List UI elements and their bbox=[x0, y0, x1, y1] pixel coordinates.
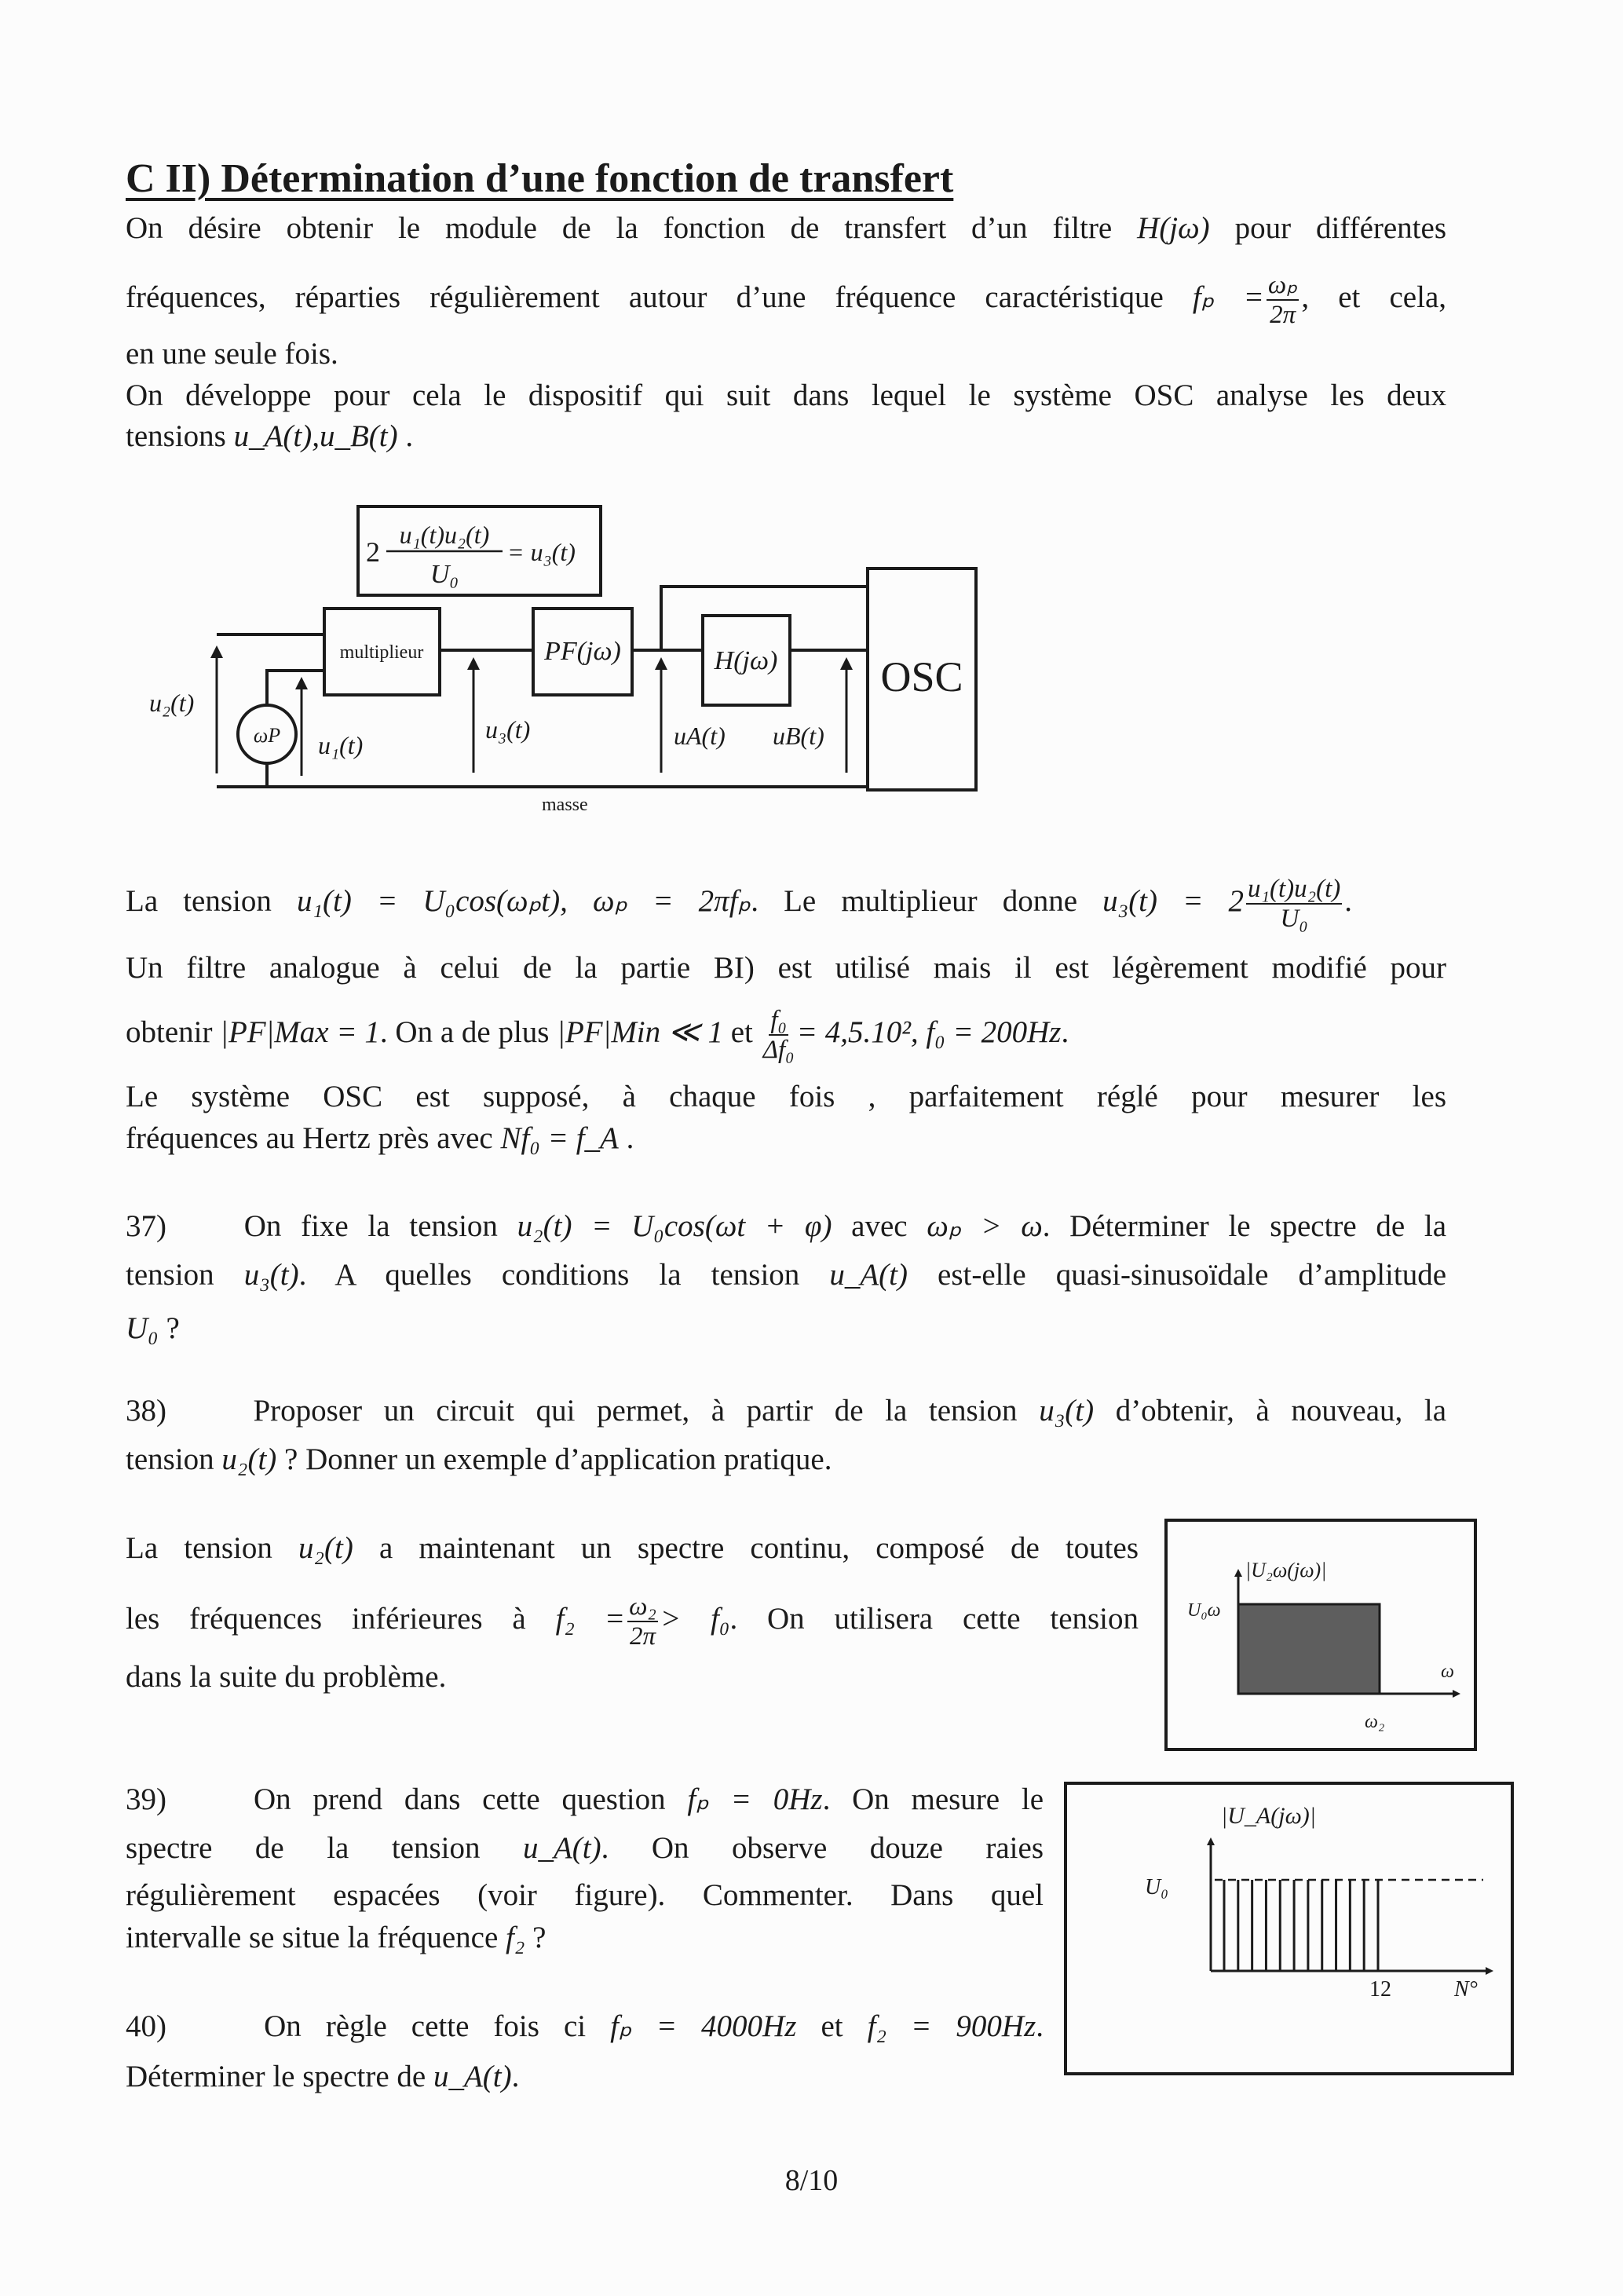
formula-coefficient: 2 bbox=[366, 536, 380, 568]
denominator: 2π bbox=[1270, 301, 1296, 329]
math: u_A(t),u_B(t) bbox=[233, 419, 398, 453]
body-line-3 bbox=[126, 1006, 1069, 1064]
text: fréquences au Hertz près avec bbox=[126, 1121, 493, 1155]
math: fₚ = bbox=[1192, 280, 1264, 314]
numerator: ω₂ bbox=[629, 1592, 656, 1621]
math: = 4,5.10², f₀ = 200Hz bbox=[796, 1015, 1062, 1049]
math: u₁(t) = U₀cos(ωₚt), ωₚ = 2πfₚ bbox=[296, 883, 751, 918]
denominator: Δf₀ bbox=[762, 1036, 795, 1064]
math: u_A(t) bbox=[433, 2060, 512, 2093]
math: H(jω) bbox=[1137, 211, 1210, 245]
text: pour différentes bbox=[1234, 211, 1447, 245]
math: f₂ = bbox=[555, 1601, 626, 1636]
text: , et cela, bbox=[1301, 280, 1447, 314]
math: |PF|Max = 1 bbox=[220, 1015, 380, 1049]
text: Proposer un circuit qui permet, à partir de la tension bbox=[253, 1394, 1018, 1428]
text: d’obtenir, à nouveau, la bbox=[1115, 1394, 1447, 1428]
text: . On utilisera cette tension bbox=[729, 1601, 1139, 1636]
wire-generator bbox=[267, 671, 324, 705]
text: . bbox=[626, 1121, 634, 1155]
text: . bbox=[1036, 2009, 1044, 2043]
section-title: C II) Détermination d’une fonction de transfert bbox=[126, 156, 954, 201]
text: On fixe la tension bbox=[243, 1209, 498, 1243]
cutoff-label: ω₂ bbox=[1365, 1712, 1385, 1732]
level-label: U₀ω bbox=[1187, 1600, 1221, 1621]
math: u_A(t) bbox=[522, 1831, 601, 1865]
question-number: 39) bbox=[126, 1782, 166, 1816]
fraction bbox=[627, 1592, 658, 1651]
omega-p-label: ωP bbox=[253, 724, 281, 747]
text: ? Donner un exemple d’application pratique. bbox=[276, 1442, 832, 1476]
text: ? bbox=[158, 1311, 180, 1345]
text: est-elle quasi-sinusoïdale d’amplitude bbox=[938, 1258, 1447, 1292]
q39-line-1 bbox=[126, 1779, 1044, 1821]
u2-label: u₂(t) bbox=[149, 689, 195, 717]
text: obtenir bbox=[126, 1015, 213, 1049]
y-axis-label: |U_A(jω)| bbox=[1221, 1803, 1316, 1829]
multiplier-label: multiplieur bbox=[339, 642, 424, 663]
math: u₃(t) = 2 bbox=[1102, 883, 1245, 918]
text: les fréquences inférieures à bbox=[126, 1601, 526, 1636]
x-axis-label: ω bbox=[1441, 1662, 1454, 1682]
figure-continuous-spectrum bbox=[1166, 1520, 1475, 1749]
x-axis-label: N° bbox=[1454, 1977, 1478, 2002]
math: fₚ = 0Hz bbox=[687, 1782, 823, 1816]
spectrum-line-1 bbox=[126, 1527, 1139, 1570]
u1-label: u₁(t) bbox=[318, 731, 364, 759]
spectrum-band bbox=[1238, 1604, 1380, 1694]
q40-line-2 bbox=[126, 2056, 519, 2098]
math: > f₀ bbox=[660, 1601, 730, 1636]
math: f₂ bbox=[506, 1921, 525, 1954]
intro-line-4: On développe pour cela le dispositif qui suit dans lequel le système OSC analyse les deux bbox=[126, 378, 1446, 412]
text: . bbox=[511, 2060, 520, 2093]
text: . bbox=[1344, 883, 1353, 918]
uB-label: uB(t) bbox=[773, 722, 824, 750]
math: u₂(t) bbox=[298, 1531, 353, 1565]
ground-label: masse bbox=[542, 795, 588, 815]
q37-line-3 bbox=[126, 1307, 180, 1350]
spectral-lines bbox=[1224, 1880, 1378, 1971]
math: u₂(t) = U₀cos(ωt + φ) bbox=[517, 1209, 832, 1243]
text: a maintenant un spectre continu, composé de toutes bbox=[378, 1531, 1139, 1565]
y-axis-label: |U₂ω(jω)| bbox=[1245, 1559, 1327, 1581]
intro-line-3: en une seule fois. bbox=[126, 337, 338, 371]
text: On règle cette fois ci bbox=[264, 2009, 587, 2043]
math: fₚ = 4000Hz bbox=[610, 2009, 797, 2043]
math: Nf₀ = f_A bbox=[500, 1121, 619, 1155]
uA-label: uA(t) bbox=[674, 722, 726, 750]
text: ? bbox=[525, 1921, 546, 1954]
q38-line-1 bbox=[126, 1390, 1446, 1432]
question-number: 40) bbox=[126, 2009, 166, 2043]
text: tension bbox=[126, 1258, 214, 1292]
q39-line-4 bbox=[126, 1917, 546, 1959]
body-line-5 bbox=[126, 1117, 634, 1160]
text: spectre de la tension bbox=[126, 1831, 481, 1865]
text: . Le multiplieur donne bbox=[751, 883, 1078, 918]
text: tensions bbox=[126, 419, 226, 453]
text: On désire obtenir le module de la fonction de transfert d’un filtre bbox=[126, 211, 1113, 245]
text: . On observe douze raies bbox=[601, 1831, 1044, 1865]
math: u₃(t) bbox=[243, 1258, 299, 1292]
math: ωₚ > ω bbox=[927, 1209, 1043, 1243]
fraction bbox=[763, 1006, 795, 1064]
formula-denominator: U₀ bbox=[430, 560, 459, 589]
math: f₂ = 900Hz bbox=[867, 2009, 1036, 2043]
numerator: ωₚ bbox=[1267, 271, 1298, 299]
text: . Déterminer le spectre de la bbox=[1042, 1209, 1447, 1243]
text: et bbox=[730, 1015, 753, 1049]
q37-line-2 bbox=[126, 1254, 1446, 1296]
body-line-1 bbox=[126, 875, 1446, 933]
body-line-2: Un filtre analogue à celui de la partie BI) est utilisé mais il est légèrement modifié pour bbox=[126, 951, 1446, 985]
numerator: u₁(t)u₂(t) bbox=[1248, 875, 1341, 903]
osc-label: OSC bbox=[880, 653, 963, 700]
circuit-labels bbox=[149, 521, 963, 815]
math: u₃(t) bbox=[1039, 1394, 1095, 1428]
text: intervalle se situe la fréquence bbox=[126, 1921, 499, 1954]
text: . On a de plus bbox=[379, 1015, 550, 1049]
body-line-4: Le système OSC est supposé, à chaque fois , parfaitement réglé pour mesurer les bbox=[126, 1080, 1446, 1113]
figure-line-spectrum bbox=[1066, 1783, 1512, 2074]
q39-line-2 bbox=[126, 1827, 1044, 1870]
question-number: 38) bbox=[126, 1394, 166, 1428]
text: fréquences, réparties régulièrement autour d’une fréquence caractéristique bbox=[126, 280, 1164, 314]
numerator: f₀ bbox=[770, 1006, 787, 1034]
q39-line-3: régulièrement espacées (voir figure). Commenter. Dans quel bbox=[126, 1878, 1044, 1912]
q38-line-2 bbox=[126, 1439, 832, 1481]
u3-label: u₃(t) bbox=[485, 715, 531, 744]
text: La tension bbox=[126, 883, 272, 918]
tick-label: 12 bbox=[1369, 1977, 1391, 2002]
wire-uA-to-osc bbox=[661, 587, 868, 650]
denominator: 2π bbox=[629, 1622, 656, 1651]
fraction bbox=[1246, 875, 1342, 933]
text: . A quelles conditions la tension bbox=[298, 1258, 800, 1292]
text: et bbox=[821, 2009, 843, 2043]
denominator: U₀ bbox=[1280, 905, 1308, 933]
text: La tension bbox=[126, 1531, 272, 1565]
level-label: U₀ bbox=[1145, 1875, 1168, 1899]
text: On prend dans cette question bbox=[253, 1782, 666, 1816]
page-number: 8/10 bbox=[784, 2164, 839, 2197]
formula-rhs: = u₃(t) bbox=[507, 538, 576, 566]
math: u_A(t) bbox=[829, 1258, 908, 1292]
math: |PF|Min ≪ 1 bbox=[557, 1015, 723, 1049]
q37-line-1 bbox=[126, 1205, 1446, 1248]
text: . bbox=[1061, 1015, 1069, 1049]
text: avec bbox=[851, 1209, 908, 1243]
h-label: H(jω) bbox=[714, 646, 778, 675]
text: . bbox=[405, 419, 414, 453]
text: tension bbox=[126, 1442, 214, 1476]
question-number: 37) bbox=[126, 1209, 166, 1243]
formula-numerator: u₁(t)u₂(t) bbox=[399, 521, 490, 549]
text: Déterminer le spectre de bbox=[126, 2060, 426, 2093]
pf-label: PF(jω) bbox=[544, 637, 621, 666]
q40-line-1 bbox=[126, 2005, 1044, 2048]
text: . On mesure le bbox=[822, 1782, 1044, 1816]
math: u₂(t) bbox=[221, 1442, 277, 1476]
math: U₀ bbox=[126, 1311, 159, 1345]
spectrum-line-3: dans la suite du problème. bbox=[126, 1660, 447, 1694]
